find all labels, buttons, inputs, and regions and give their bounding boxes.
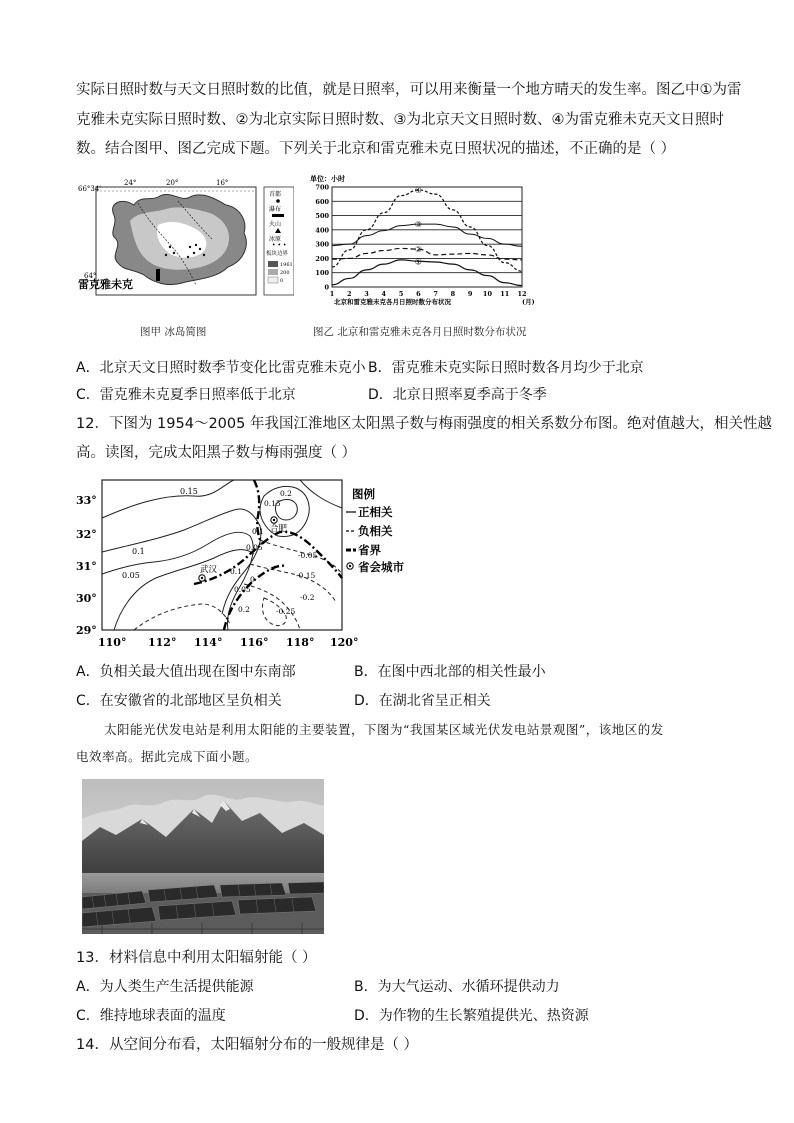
contour-label: 0.1: [230, 567, 242, 576]
q11-intro-line-1: 实际日照时数与天文日照时数的比值，就是日照率，可以用来衡量一个地方晴天的发生率。图乙中①为雷: [76, 82, 742, 98]
lon-label-20: 20°: [166, 179, 179, 187]
chart-y-tick-label: 0: [324, 283, 329, 292]
chart-x-tick-label: 5: [398, 290, 404, 298]
sunshine-line-chart: [308, 173, 548, 308]
contour-label: -0.25: [276, 607, 296, 616]
contour-label: 0.15: [180, 487, 198, 496]
chart-series-label: ④: [414, 185, 422, 195]
q12-stem-line-2: 高。读图，完成太阳黑子数与梅雨强度（ ）: [76, 445, 357, 461]
q12-option-b: B．在图中西北部的相关性最小: [354, 664, 546, 680]
legend-negative: 负相关: [358, 524, 393, 538]
q12-option-c: C．在安徽省的北部地区呈负相关: [76, 693, 282, 709]
chart-x-tick-label: 9: [467, 290, 473, 298]
q11-option-b: B．雷克雅未克实际日照时数各月均少于北京: [368, 360, 644, 376]
lat-label-66: 66°34′: [78, 185, 101, 193]
chart-series-line: [332, 224, 522, 246]
q12-option-d: D．在湖北省呈正相关: [354, 693, 491, 709]
legend-volcano: 火山: [269, 221, 282, 228]
contour-label: -0.15: [296, 571, 316, 580]
chart-x-tick-label: 12: [517, 290, 527, 298]
chart-y-tick-label: 600: [315, 197, 329, 206]
iceland-map-figure: [78, 175, 294, 305]
legend-capital-city: 省会城市: [358, 560, 404, 574]
city-wuhan: 武汉: [200, 565, 218, 575]
lon-label: 110°: [98, 636, 127, 649]
legend-capital: 首都: [269, 191, 282, 198]
chart-y-tick-label: 700: [315, 183, 329, 192]
lon-label: 112°: [148, 636, 177, 649]
q13-option-b: B．为大气运动、水循环提供动力: [354, 979, 560, 995]
chart-x-tick-label: 1: [329, 290, 335, 298]
contour-label: 0.15: [264, 499, 281, 508]
q12-stem-line-1: 12．下图为 1954～2005 年我国江淮地区太阳黑子数与梅雨强度的相关系数分布图。绝对值越大，相关性越: [76, 416, 772, 432]
chart-series-line: [332, 190, 522, 271]
contour-label: -0.2: [300, 593, 315, 602]
lon-label-16: 16°: [216, 179, 229, 187]
city-hefei: 合肥: [270, 524, 288, 534]
q14-stem: 14．从空间分布看，太阳辐射分布的一般规律是（ ）: [76, 1037, 419, 1053]
lat-label: 29°: [76, 624, 97, 637]
legend-scale-high: 1961: [280, 262, 293, 268]
contour-label: -0.05: [298, 551, 318, 560]
contour-label: 0.1: [252, 527, 264, 536]
lon-label: 118°: [286, 636, 315, 649]
contour-label: 0: [250, 575, 255, 584]
passage-line-1: 太阳能光伏发电站是利用太阳能的主要装置，下图为“我国某区域光伏发电站景观图”，该地区的发: [104, 722, 664, 737]
lon-label: 116°: [240, 636, 269, 649]
chart-x-tick-label: 8: [450, 290, 456, 298]
legend-plate-boundary: 板块边界: [266, 251, 289, 257]
chart-series-label: ②: [414, 245, 422, 255]
q13-stem: 13．材料信息中利用太阳辐射能（ ）: [76, 950, 317, 966]
chart-x-tick-label: 10: [482, 290, 492, 298]
chart-series-label: ③: [414, 220, 422, 230]
contour-label: 0.05: [234, 585, 251, 594]
lat-label-64: 64°: [84, 272, 97, 280]
chart-x-tick-label: 3: [364, 290, 369, 298]
contour-label: 0.05: [246, 543, 263, 552]
chart-y-tick-label: 100: [315, 269, 329, 278]
lat-label: 30°: [76, 592, 97, 605]
passage-line-2: 电效率高。据此完成下面小题。: [76, 749, 259, 764]
legend-province-border: 省界: [358, 543, 381, 557]
svg-text:• • •: • • •: [272, 242, 287, 249]
lon-label: 120°: [330, 636, 359, 649]
chart-x-title: 北京和雷克雅未克各月日照时数分布状况: [334, 298, 451, 306]
lat-label: 31°: [76, 560, 97, 573]
chart-unit-label: 单位：小时: [310, 174, 345, 183]
figure-b-caption: 图乙 北京和雷克雅未克各月日照时数分布状况: [313, 326, 527, 338]
legend-scale-mid: 200: [280, 270, 290, 276]
chart-y-tick-label: 300: [315, 240, 329, 249]
legend-waterfall: 瀑布: [269, 206, 282, 213]
chart-x-tick-label: 7: [433, 290, 438, 298]
chart-x-tick-label: 11: [500, 290, 510, 298]
q11-option-d: D．北京日照率夏季高于冬季: [368, 387, 547, 403]
correlation-contour-map: [74, 474, 424, 654]
solar-plant-photo: [82, 779, 324, 934]
chart-x-tick-label: 2: [347, 290, 352, 298]
lat-label: 32°: [76, 528, 97, 541]
q11-option-a: A．北京天文日照时数季节变化比雷克雅未克小: [76, 360, 366, 376]
q11-intro-line-2: 克雅未克实际日照时数、②为北京实际日照时数、③为北京天文日照时数、④为雷克雅未克天文日照时: [76, 112, 724, 128]
contour-label: 0.05: [122, 571, 140, 580]
reykjavik-label: 雷克雅未克: [78, 278, 133, 291]
lat-label: 33°: [76, 494, 97, 507]
legend-title: 图例: [352, 487, 375, 501]
chart-x-unit: (月): [522, 298, 535, 306]
q13-option-d: D．为作物的生长繁殖提供光、热资源: [354, 1008, 589, 1024]
q13-option-a: A．为人类生产生活提供能源: [76, 979, 254, 995]
chart-x-tick-label: 6: [416, 290, 421, 298]
chart-x-tick-label: 4: [381, 290, 387, 298]
legend-icefield: 冰原: [269, 236, 282, 243]
contour-label: 0.2: [280, 489, 292, 498]
legend-positive: 正相关: [358, 505, 393, 519]
chart-y-tick-label: 400: [315, 226, 329, 235]
q11-intro-line-3: 数。结合图甲、图乙完成下题。下列关于北京和雷克雅未克日照状况的描述，不正确的是（ ）: [76, 141, 676, 157]
chart-y-tick-label: 500: [315, 212, 329, 221]
q13-option-c: C．维持地球表面的温度: [76, 1008, 226, 1024]
figure-a-caption: 图甲 冰岛简图: [140, 326, 207, 338]
q11-option-c: C．雷克雅未克夏季日照率低于北京: [76, 387, 296, 403]
chart-y-tick-label: 200: [315, 254, 329, 263]
q12-option-a: A．负相关最大值出现在图中东南部: [76, 664, 296, 680]
lon-label-24: 24°: [124, 179, 137, 187]
lon-label: 114°: [194, 636, 223, 649]
contour-label: 0.2: [238, 605, 250, 614]
legend-scale-low: 0: [280, 278, 284, 284]
chart-series-label: ①: [414, 257, 422, 267]
contour-label: 0.1: [132, 547, 145, 556]
